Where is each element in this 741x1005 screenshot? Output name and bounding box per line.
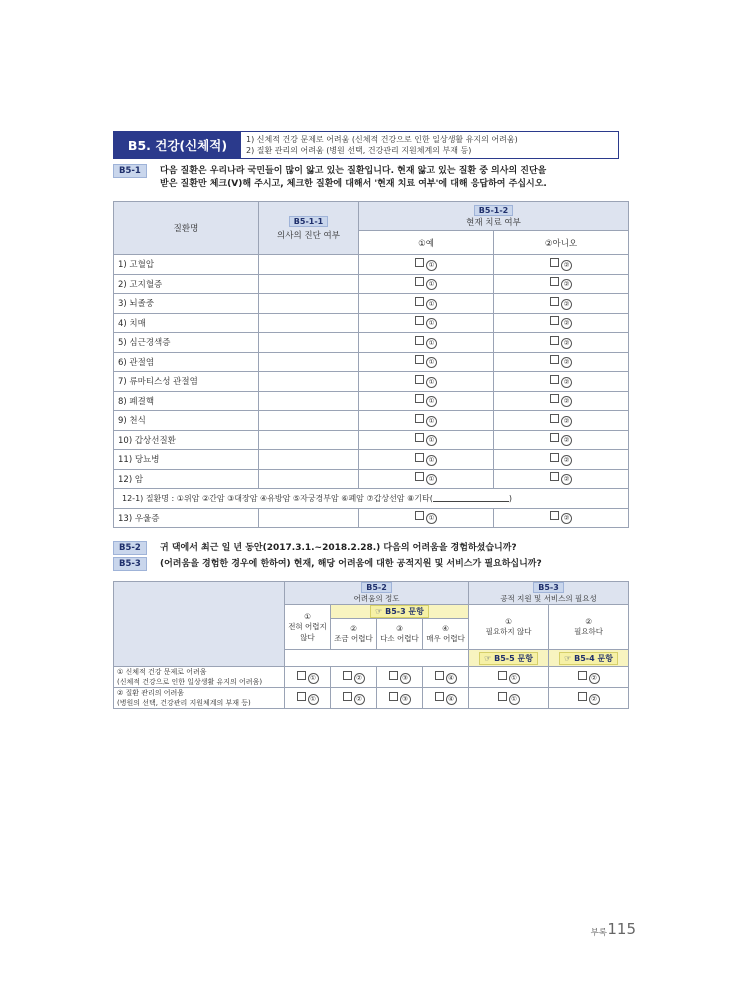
checkbox[interactable] bbox=[297, 671, 306, 680]
header-disease: 질환명 bbox=[114, 202, 259, 255]
option-not-needed: ① 필요하지 않다 bbox=[469, 605, 549, 650]
table-row bbox=[114, 274, 629, 294]
checkbox[interactable] bbox=[550, 394, 559, 403]
treatment-no-cell bbox=[494, 372, 629, 392]
disease-name: 10) 갑상선질환 bbox=[114, 430, 259, 450]
disease-name: 6) 관절염 bbox=[114, 352, 259, 372]
table-row bbox=[114, 294, 629, 314]
question-b5-1-tag: B5-1 bbox=[113, 166, 147, 176]
treatment-yes-cell bbox=[359, 508, 494, 528]
difficulty-detail: (신체적 건강으로 인한 일상생활 유지의 어려움) bbox=[117, 678, 263, 686]
option-number: ② bbox=[589, 673, 600, 684]
checkbox[interactable] bbox=[415, 355, 424, 364]
difficulty-detail: (병원의 선택, 건강관리 지원체계의 부재 등) bbox=[117, 699, 251, 707]
checkbox[interactable] bbox=[578, 671, 587, 680]
option-number: ① bbox=[426, 396, 437, 407]
disease-name: 8) 폐결핵 bbox=[114, 391, 259, 411]
checkbox[interactable] bbox=[343, 671, 352, 680]
table-row bbox=[114, 333, 629, 353]
header-need: B5-3 공적 지원 및 서비스의 필요성 bbox=[469, 582, 629, 605]
option-very: ④ 매우 어렵다 bbox=[423, 619, 469, 650]
diagnosis-cell[interactable] bbox=[259, 294, 359, 314]
difficulty-table bbox=[113, 581, 629, 709]
option-number: ① bbox=[426, 299, 437, 310]
option-number: ③ bbox=[400, 673, 411, 684]
option-number: ① bbox=[426, 357, 437, 368]
header-yes: ①예 bbox=[359, 231, 494, 255]
treatment-no-cell bbox=[494, 255, 629, 275]
question-b5-3-text: (어려움을 경험한 경우에 한하여) 현재, 해당 어려움에 대한 공적지원 및 서비스가 필요하십니까? bbox=[160, 559, 542, 569]
checkbox[interactable] bbox=[415, 297, 424, 306]
option-number: ① bbox=[426, 338, 437, 349]
table-row bbox=[114, 352, 629, 372]
response-cell bbox=[469, 667, 549, 688]
table-row bbox=[114, 255, 629, 275]
goto-b5-4: ☞ B5-4 문항 bbox=[549, 650, 629, 667]
question-b5-2-tag: B5-2 bbox=[113, 543, 147, 553]
page-number: 115 bbox=[607, 920, 636, 938]
table-row bbox=[114, 430, 629, 450]
diagnosis-cell[interactable] bbox=[259, 352, 359, 372]
difficulty-label bbox=[114, 688, 285, 709]
response-cell bbox=[423, 667, 469, 688]
diagnosis-cell[interactable] bbox=[259, 450, 359, 470]
option-number: ② bbox=[561, 299, 572, 310]
disease-name: 11) 당뇨병 bbox=[114, 450, 259, 470]
disease-name: 9) 천식 bbox=[114, 411, 259, 431]
option-slightly: ② 조금 어렵다 bbox=[331, 619, 377, 650]
option-needed: ② 필요하다 bbox=[549, 605, 629, 650]
table-row bbox=[114, 411, 629, 431]
treatment-no-cell bbox=[494, 333, 629, 353]
treatment-no-cell bbox=[494, 508, 629, 528]
header-diagnosis: B5-1-1 의사의 진단 여부 bbox=[259, 202, 359, 255]
diagnosis-cell[interactable] bbox=[259, 313, 359, 333]
checkbox[interactable] bbox=[550, 336, 559, 345]
question-b5-2-text: 귀 댁에서 최근 일 년 동안(2017.3.1.~2018.2.28.) 다음의 어려움을 경험하셨습니까? bbox=[160, 543, 517, 553]
other-cancer-input[interactable] bbox=[433, 493, 509, 502]
response-cell bbox=[377, 667, 423, 688]
disease-name: 1) 고혈압 bbox=[114, 255, 259, 275]
treatment-no-cell bbox=[494, 469, 629, 489]
diagnosis-cell[interactable] bbox=[259, 508, 359, 528]
question-b5-3-tag: B5-3 bbox=[113, 559, 147, 569]
table-row bbox=[114, 469, 629, 489]
option-number: ② bbox=[561, 318, 572, 329]
disease-name: 7) 류마티스성 관절염 bbox=[114, 372, 259, 392]
option-number: ② bbox=[589, 694, 600, 705]
option-number: ④ bbox=[446, 694, 457, 705]
cancer-type-note: 12-1) 질환명 : ①위암 ②간암 ③대장암 ④유방암 ⑤자궁경부암 ⑥폐암 ⑦갑상선암 ⑧기타( ) bbox=[114, 489, 629, 509]
treatment-no-cell bbox=[494, 430, 629, 450]
option-number: ② bbox=[561, 474, 572, 485]
diagnosis-cell[interactable] bbox=[259, 430, 359, 450]
disease-name: 13) 우울증 bbox=[114, 508, 259, 528]
option-number: ② bbox=[561, 357, 572, 368]
goto-b5-5: ☞ B5-5 문항 bbox=[469, 650, 549, 667]
option-number: ② bbox=[561, 435, 572, 446]
treatment-yes-cell bbox=[359, 274, 494, 294]
option-number: ② bbox=[561, 377, 572, 388]
checkbox[interactable] bbox=[415, 394, 424, 403]
footer-label: 부록 bbox=[590, 928, 607, 938]
option-number: ② bbox=[561, 260, 572, 271]
checkbox[interactable] bbox=[550, 297, 559, 306]
table-row bbox=[114, 667, 629, 688]
goto-empty bbox=[285, 650, 469, 667]
option-number: ② bbox=[354, 673, 365, 684]
checkbox[interactable] bbox=[550, 355, 559, 364]
disease-name: 3) 뇌졸중 bbox=[114, 294, 259, 314]
checkbox[interactable] bbox=[550, 472, 559, 481]
checkbox[interactable] bbox=[550, 316, 559, 325]
option-number: ④ bbox=[446, 673, 457, 684]
section-description bbox=[246, 134, 616, 156]
diagnosis-cell[interactable] bbox=[259, 274, 359, 294]
diagnosis-cell[interactable] bbox=[259, 469, 359, 489]
option-number: ① bbox=[308, 694, 319, 705]
checkbox[interactable] bbox=[578, 692, 587, 701]
treatment-yes-cell bbox=[359, 469, 494, 489]
response-cell bbox=[469, 688, 549, 709]
response-cell bbox=[549, 688, 629, 709]
option-number: ① bbox=[426, 279, 437, 290]
checkbox[interactable] bbox=[389, 692, 398, 701]
option-number: ① bbox=[426, 416, 437, 427]
treatment-no-cell bbox=[494, 352, 629, 372]
disease-name: 4) 치매 bbox=[114, 313, 259, 333]
disease-name: 2) 고지혈증 bbox=[114, 274, 259, 294]
section-banner bbox=[113, 131, 619, 159]
checkbox[interactable] bbox=[415, 511, 424, 520]
option-number: ① bbox=[426, 318, 437, 329]
option-somewhat: ③ 다소 어렵다 bbox=[377, 619, 423, 650]
option-number: ① bbox=[426, 513, 437, 524]
checkbox[interactable] bbox=[415, 277, 424, 286]
option-not-difficult: ① 전혀 어렵지 않다 bbox=[285, 605, 331, 650]
checkbox[interactable] bbox=[343, 692, 352, 701]
option-number: ② bbox=[561, 455, 572, 466]
option-number: ② bbox=[561, 279, 572, 290]
option-number: ① bbox=[308, 673, 319, 684]
treatment-yes-cell bbox=[359, 450, 494, 470]
option-number: ② bbox=[561, 513, 572, 524]
response-cell bbox=[285, 688, 331, 709]
diagnosis-cell[interactable] bbox=[259, 333, 359, 353]
table-row bbox=[114, 372, 629, 392]
diagnosis-cell[interactable] bbox=[259, 411, 359, 431]
treatment-no-cell bbox=[494, 411, 629, 431]
disease-table bbox=[113, 201, 629, 528]
treatment-yes-cell bbox=[359, 352, 494, 372]
treatment-yes-cell bbox=[359, 255, 494, 275]
checkbox[interactable] bbox=[550, 375, 559, 384]
diagnosis-cell[interactable] bbox=[259, 372, 359, 392]
response-cell bbox=[331, 688, 377, 709]
option-number: ① bbox=[426, 435, 437, 446]
treatment-no-cell bbox=[494, 450, 629, 470]
treatment-no-cell bbox=[494, 294, 629, 314]
treatment-yes-cell bbox=[359, 430, 494, 450]
difficulty-title: ① 신체적 건강 문제로 어려움 bbox=[117, 668, 207, 676]
checkbox[interactable] bbox=[550, 511, 559, 520]
treatment-no-cell bbox=[494, 274, 629, 294]
treatment-no-cell bbox=[494, 313, 629, 333]
table-row bbox=[114, 313, 629, 333]
treatment-yes-cell bbox=[359, 313, 494, 333]
checkbox[interactable] bbox=[415, 258, 424, 267]
option-number: ③ bbox=[400, 694, 411, 705]
checkbox[interactable] bbox=[415, 433, 424, 442]
diagnosis-cell[interactable] bbox=[259, 255, 359, 275]
checkbox[interactable] bbox=[550, 433, 559, 442]
response-cell bbox=[423, 688, 469, 709]
header-treatment: B5-1-2 현재 치료 여부 bbox=[359, 202, 629, 231]
checkbox[interactable] bbox=[550, 277, 559, 286]
option-number: ① bbox=[426, 474, 437, 485]
option-number: ① bbox=[426, 260, 437, 271]
option-number: ① bbox=[509, 694, 520, 705]
treatment-yes-cell bbox=[359, 294, 494, 314]
diagnosis-cell[interactable] bbox=[259, 391, 359, 411]
treatment-no-cell bbox=[494, 391, 629, 411]
treatment-yes-cell bbox=[359, 411, 494, 431]
header-no: ②아니오 bbox=[494, 231, 629, 255]
checkbox[interactable] bbox=[415, 316, 424, 325]
treatment-yes-cell bbox=[359, 372, 494, 392]
table-row bbox=[114, 688, 629, 709]
goto-b5-3: ☞ B5-3 문항 bbox=[331, 605, 469, 619]
option-number: ② bbox=[354, 694, 365, 705]
option-number: ② bbox=[561, 338, 572, 349]
table-row bbox=[114, 450, 629, 470]
checkbox[interactable] bbox=[550, 258, 559, 267]
response-cell bbox=[331, 667, 377, 688]
option-number: ① bbox=[426, 377, 437, 388]
treatment-yes-cell bbox=[359, 333, 494, 353]
checkbox[interactable] bbox=[415, 472, 424, 481]
checkbox[interactable] bbox=[498, 692, 507, 701]
checkbox[interactable] bbox=[415, 414, 424, 423]
checkbox[interactable] bbox=[415, 336, 424, 345]
table-row bbox=[114, 508, 629, 528]
option-number: ② bbox=[561, 396, 572, 407]
response-cell bbox=[549, 667, 629, 688]
table-row bbox=[114, 391, 629, 411]
option-number: ① bbox=[509, 673, 520, 684]
header-empty bbox=[114, 582, 285, 667]
checkbox[interactable] bbox=[435, 692, 444, 701]
checkbox[interactable] bbox=[550, 453, 559, 462]
checkbox[interactable] bbox=[550, 414, 559, 423]
difficulty-label bbox=[114, 667, 285, 688]
checkbox[interactable] bbox=[415, 375, 424, 384]
response-cell bbox=[285, 667, 331, 688]
difficulty-title: ② 질환 관리의 어려움 bbox=[117, 689, 185, 697]
section-desc-line: 2) 질환 관리의 어려움 (병원 선택, 건강관리 지원체계의 부재 등) bbox=[246, 146, 472, 155]
checkbox[interactable] bbox=[389, 671, 398, 680]
checkbox[interactable] bbox=[435, 671, 444, 680]
response-cell bbox=[377, 688, 423, 709]
disease-name: 5) 심근경색증 bbox=[114, 333, 259, 353]
treatment-yes-cell bbox=[359, 391, 494, 411]
section-title: B5. 건강(신체적) bbox=[114, 132, 241, 158]
checkbox[interactable] bbox=[415, 453, 424, 462]
checkbox[interactable] bbox=[498, 671, 507, 680]
header-degree: B5-2 어려움의 정도 bbox=[285, 582, 469, 605]
section-desc-line: 1) 신체적 건강 문제로 어려움 (신체적 건강으로 인한 일상생활 유지의 어려움) bbox=[246, 135, 518, 144]
option-number: ① bbox=[426, 455, 437, 466]
option-number: ② bbox=[561, 416, 572, 427]
disease-name: 12) 암 bbox=[114, 469, 259, 489]
question-b5-1-text: 다음 질환은 우리나라 국민들이 많이 앓고 있는 질환입니다. 현재 앓고 있는 질환 중 의사의 진단을 받은 질환만 체크(V)해 주시고, 체크한 질환에 대해서 '현재 치료 여부'에 대해 응답하여 주십시오. bbox=[160, 166, 547, 189]
checkbox[interactable] bbox=[297, 692, 306, 701]
